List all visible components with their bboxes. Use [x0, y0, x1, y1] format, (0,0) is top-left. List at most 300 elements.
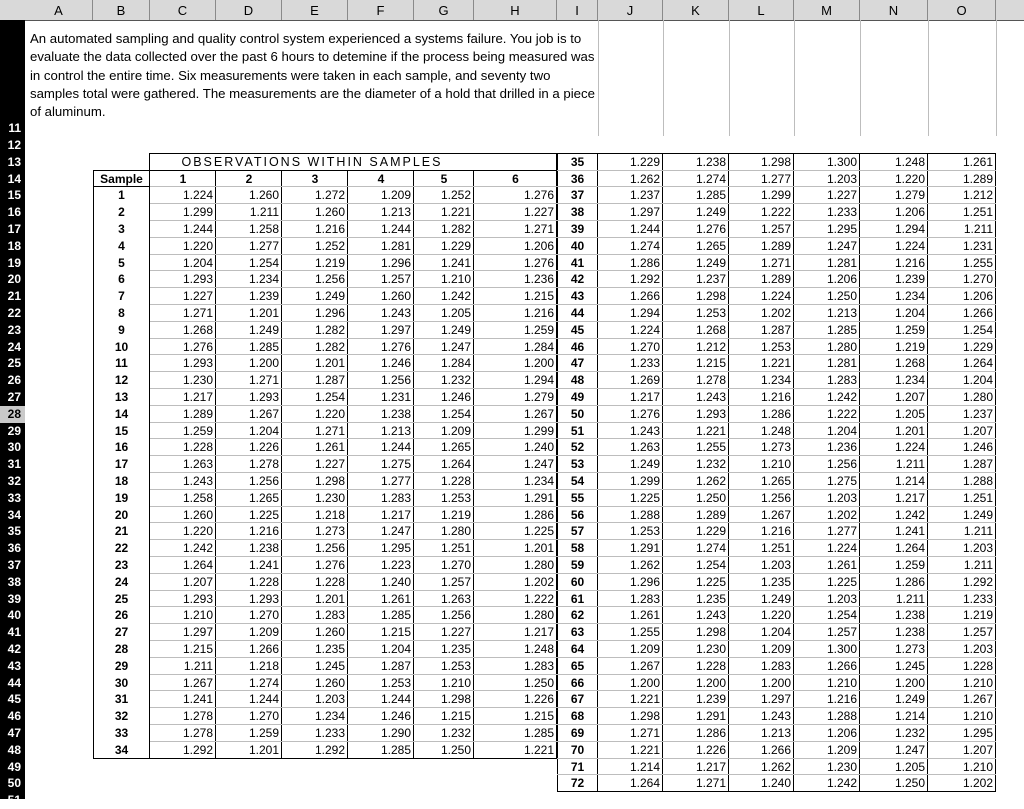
sample-number: 62: [570, 608, 585, 623]
column-header-a[interactable]: A: [25, 0, 93, 20]
measurement-cell: 1.207: [182, 574, 213, 589]
measurement-cell: 1.283: [826, 373, 857, 388]
row-gridline: [150, 338, 557, 339]
measurement-cell: 1.221: [695, 423, 726, 438]
measurement-cell: 1.214: [894, 709, 925, 724]
row-gridline: [557, 354, 996, 355]
row-header-42[interactable]: 42: [7, 642, 21, 656]
measurement-cell: 1.228: [314, 574, 345, 589]
measurement-cell: 1.292: [314, 742, 345, 757]
measurement-cell: 1.226: [248, 440, 279, 455]
sample-number: 63: [570, 625, 585, 640]
measurement-cell: 1.211: [895, 457, 925, 472]
measurement-cell: 1.219: [962, 608, 993, 623]
measurement-cell: 1.286: [523, 507, 554, 522]
row-header-22[interactable]: 22: [7, 306, 21, 320]
row-gridline: [557, 707, 996, 708]
row-gridline: [557, 254, 996, 255]
problem-description: An automated sampling and quality control system experienced a systems failure. You job is to evaluate the data collected over the past 6 hours to detemine if the process being measured was in control the entire time. Six measurements were taken in each sample, and seventy two samples total were gathered. The measurements are the diameter of a hold that drilled in a piece of aluminum.: [30, 31, 595, 120]
sample-number: 47: [570, 356, 585, 371]
sample-number: 19: [114, 490, 129, 505]
measurement-cell: 1.246: [380, 356, 411, 371]
sample-number: 58: [570, 541, 585, 556]
row-gridline: [557, 203, 996, 204]
sample-number: 20: [114, 507, 129, 522]
row-header-44[interactable]: 44: [7, 675, 21, 690]
row-gridline: [150, 321, 557, 322]
table-border: [557, 791, 996, 792]
row-header-48[interactable]: 48: [7, 742, 21, 757]
measurement-cell: 1.288: [629, 507, 660, 522]
measurement-cell: 1.298: [629, 709, 660, 724]
column-header-h[interactable]: H: [474, 0, 557, 20]
sample-number: 41: [570, 255, 585, 270]
measurement-cell: 1.253: [695, 306, 726, 320]
measurement-cell: 1.209: [629, 642, 660, 656]
measurement-cell: 1.200: [629, 675, 660, 690]
measurement-cell: 1.264: [182, 558, 213, 572]
measurement-cell: 1.221: [523, 742, 554, 757]
measurement-cell: 1.234: [894, 289, 925, 304]
measurement-cell: 1.274: [695, 541, 726, 556]
measurement-cell: 1.243: [695, 608, 726, 623]
measurement-cell: 1.210: [440, 675, 471, 690]
row-gridline: [557, 422, 996, 423]
column-header-g[interactable]: G: [414, 0, 474, 20]
sample-number: 66: [570, 675, 585, 690]
measurement-cell: 1.243: [629, 423, 660, 438]
measurement-cell: 1.232: [440, 373, 471, 388]
measurement-cell: 1.251: [962, 205, 993, 220]
measurement-cell: 1.293: [182, 356, 213, 371]
measurement-cell: 1.249: [248, 322, 279, 337]
measurement-cell: 1.221: [440, 205, 471, 220]
measurement-cell: 1.248: [894, 154, 925, 169]
measurement-cell: 1.240: [760, 776, 791, 791]
row-header-47[interactable]: 47: [7, 726, 21, 740]
measurement-cell: 1.235: [760, 574, 791, 589]
sample-number: 72: [570, 776, 585, 791]
measurement-cell: 1.234: [314, 709, 345, 724]
measurement-cell: 1.224: [826, 541, 857, 556]
measurement-cell: 1.210: [440, 272, 471, 287]
measurement-cell: 1.209: [440, 423, 471, 438]
measurement-cell: 1.271: [695, 776, 726, 791]
row-gridline: [557, 573, 996, 574]
measurement-cell: 1.216: [760, 524, 791, 539]
measurement-cell: 1.294: [523, 373, 554, 388]
measurement-cell: 1.211: [895, 591, 925, 606]
measurement-cell: 1.270: [629, 339, 660, 354]
measurement-cell: 1.224: [760, 289, 791, 304]
sample-number: 16: [114, 440, 129, 455]
gridline-vertical: [860, 20, 861, 136]
sample-number: 9: [118, 322, 125, 337]
measurement-cell: 1.265: [248, 490, 279, 505]
measurement-cell: 1.277: [380, 474, 411, 488]
measurement-cell: 1.246: [380, 709, 411, 724]
sample-number: 59: [570, 558, 585, 572]
measurement-cell: 1.287: [760, 322, 791, 337]
row-gridline: [150, 489, 557, 490]
row-header-34[interactable]: 34: [7, 507, 21, 522]
row-header-14[interactable]: 14: [7, 171, 21, 186]
measurement-cell: 1.263: [440, 591, 471, 606]
measurement-cell: 1.229: [695, 524, 726, 539]
measurement-cell: 1.203: [962, 642, 993, 656]
column-header-n[interactable]: N: [860, 0, 928, 20]
sample-number: 23: [114, 558, 129, 572]
measurement-cell: 1.249: [894, 692, 925, 707]
row-header-30[interactable]: 30: [7, 440, 21, 455]
measurement-cell: 1.234: [760, 373, 791, 388]
measurement-cell: 1.293: [248, 591, 279, 606]
column-header-o[interactable]: O: [928, 0, 996, 20]
measurement-cell: 1.230: [182, 373, 213, 388]
measurement-cell: 1.221: [760, 356, 791, 371]
column-header-f[interactable]: F: [348, 0, 414, 20]
measurement-cell: 1.267: [182, 675, 213, 690]
measurement-cell: 1.283: [380, 490, 411, 505]
measurement-cell: 1.271: [248, 373, 279, 388]
row-header-33[interactable]: 33: [7, 490, 21, 505]
measurement-cell: 1.276: [695, 222, 726, 236]
measurement-cell: 1.253: [629, 524, 660, 539]
column-header-j[interactable]: J: [598, 0, 663, 20]
gridline-vertical: [794, 20, 795, 136]
measurement-cell: 1.257: [826, 625, 857, 640]
measurement-cell: 1.250: [894, 776, 925, 791]
measurement-cell: 1.243: [760, 709, 791, 724]
measurement-cell: 1.241: [894, 524, 925, 539]
row-header-13[interactable]: 13: [7, 154, 21, 169]
sample-number: 43: [570, 289, 585, 304]
measurement-cell: 1.230: [314, 490, 345, 505]
measurement-cell: 1.271: [760, 255, 791, 270]
row-gridline: [557, 690, 996, 691]
sample-number: 54: [570, 474, 585, 488]
measurement-cell: 1.287: [314, 373, 345, 388]
row-header-25[interactable]: 25: [7, 356, 21, 371]
measurement-cell: 1.278: [695, 373, 726, 388]
measurement-cell: 1.279: [894, 188, 925, 203]
measurement-cell: 1.262: [629, 171, 660, 186]
row-header-28[interactable]: 28: [0, 406, 25, 423]
measurement-cell: 1.210: [760, 457, 791, 472]
measurement-cell: 1.286: [695, 726, 726, 740]
measurement-cell: 1.225: [826, 574, 857, 589]
measurement-cell: 1.213: [380, 423, 411, 438]
row-header-46[interactable]: 46: [7, 709, 21, 724]
measurement-cell: 1.268: [182, 322, 213, 337]
measurement-cell: 1.282: [314, 339, 345, 354]
row-header-37[interactable]: 37: [7, 558, 21, 572]
sample-number: 51: [570, 423, 585, 438]
measurement-cell: 1.273: [314, 524, 345, 539]
measurement-cell: 1.219: [314, 255, 345, 270]
measurement-cell: 1.201: [248, 742, 279, 757]
table-border: [93, 170, 557, 171]
measurement-cell: 1.233: [629, 356, 660, 371]
measurement-cell: 1.244: [380, 692, 411, 707]
select-all-corner[interactable]: [0, 0, 25, 20]
row-gridline: [150, 270, 557, 271]
sample-number: 12: [114, 373, 129, 388]
measurement-cell: 1.286: [760, 406, 791, 421]
column-header-d[interactable]: D: [216, 0, 282, 20]
measurement-cell: 1.257: [962, 625, 993, 640]
measurement-cell: 1.300: [826, 154, 857, 169]
measurement-cell: 1.277: [826, 524, 857, 539]
measurement-cell: 1.288: [962, 474, 993, 488]
column-header-l[interactable]: L: [729, 0, 794, 20]
measurement-cell: 1.249: [314, 289, 345, 304]
column-header-m[interactable]: M: [794, 0, 860, 20]
measurement-cell: 1.264: [440, 457, 471, 472]
measurement-cell: 1.298: [440, 692, 471, 707]
measurement-cell: 1.266: [962, 306, 993, 320]
measurement-cell: 1.239: [695, 692, 726, 707]
row-header-17[interactable]: 17: [7, 222, 21, 236]
row-header-27[interactable]: 27: [7, 390, 21, 404]
measurement-cell: 1.281: [826, 255, 857, 270]
measurement-cell: 1.220: [760, 608, 791, 623]
measurement-cell: 1.280: [440, 524, 471, 539]
measurement-cell: 1.262: [629, 558, 660, 572]
row-gridline: [150, 623, 557, 624]
row-header-40[interactable]: 40: [7, 608, 21, 623]
measurement-cell: 1.207: [962, 423, 993, 438]
measurement-cell: 1.268: [894, 356, 925, 371]
row-header-38[interactable]: 38: [7, 574, 21, 589]
measurement-cell: 1.247: [826, 238, 857, 253]
measurement-cell: 1.211: [963, 222, 993, 236]
measurement-cell: 1.265: [760, 474, 791, 488]
measurement-cell: 1.278: [182, 709, 213, 724]
measurement-cell: 1.240: [523, 440, 554, 455]
measurement-cell: 1.201: [523, 541, 554, 556]
row-header-15[interactable]: 15: [7, 188, 21, 203]
sample-number: 5: [118, 255, 125, 270]
measurement-cell: 1.230: [826, 759, 857, 774]
row-header-12[interactable]: 12: [7, 138, 21, 152]
measurement-cell: 1.267: [248, 406, 279, 421]
measurement-cell: 1.206: [523, 238, 554, 253]
measurement-cell: 1.216: [760, 390, 791, 404]
measurement-cell: 1.202: [760, 306, 791, 320]
sample-number: 14: [114, 406, 129, 421]
measurement-cell: 1.247: [894, 742, 925, 757]
measurement-cell: 1.239: [248, 289, 279, 304]
measurement-cell: 1.256: [826, 457, 857, 472]
measurement-cell: 1.238: [894, 608, 925, 623]
row-gridline: [557, 237, 996, 238]
measurement-cell: 1.295: [380, 541, 411, 556]
column-header-e[interactable]: E: [282, 0, 348, 20]
row-gridline: [557, 506, 996, 507]
measurement-cell: 1.285: [826, 322, 857, 337]
measurement-cell: 1.254: [248, 255, 279, 270]
column-header-c[interactable]: C: [150, 0, 216, 20]
row-header-36[interactable]: 36: [7, 541, 21, 556]
measurement-cell: 1.280: [962, 390, 993, 404]
measurement-cell: 1.249: [760, 591, 791, 606]
measurement-cell: 1.289: [962, 171, 993, 186]
measurement-cell: 1.202: [523, 574, 554, 589]
row-gridline: [557, 590, 996, 591]
row-header-51[interactable]: 51: [7, 793, 21, 808]
measurement-cell: 1.233: [826, 205, 857, 220]
row-gridline: [150, 186, 557, 187]
measurement-cell: 1.200: [760, 675, 791, 690]
measurement-cell: 1.240: [380, 574, 411, 589]
row-header-18[interactable]: 18: [7, 238, 21, 253]
measurement-cell: 1.276: [523, 188, 554, 203]
row-gridline: [557, 556, 996, 557]
measurement-cell: 1.275: [826, 474, 857, 488]
sample-number: 40: [570, 238, 585, 253]
measurement-cell: 1.281: [826, 356, 857, 371]
measurement-cell: 1.239: [894, 272, 925, 287]
measurement-cell: 1.250: [440, 742, 471, 757]
row-header-39[interactable]: 39: [7, 591, 21, 606]
row-header-41[interactable]: 41: [7, 625, 21, 640]
row-header-50[interactable]: 50: [7, 776, 21, 791]
row-header-31[interactable]: 31: [7, 457, 21, 472]
measurement-cell: 1.289: [695, 507, 726, 522]
row-header-49[interactable]: 49: [7, 759, 21, 774]
row-header-21[interactable]: 21: [7, 289, 21, 304]
measurement-cell: 1.227: [523, 205, 554, 220]
row-header-19[interactable]: 19: [7, 255, 21, 270]
measurement-cell: 1.229: [440, 238, 471, 253]
row-gridline: [557, 489, 996, 490]
measurement-cell: 1.243: [380, 306, 411, 320]
row-gridline: [557, 657, 996, 658]
measurement-cell: 1.220: [182, 524, 213, 539]
row-header-bar: [0, 20, 25, 808]
measurement-cell: 1.270: [440, 558, 471, 572]
observation-header-1: 1: [179, 171, 187, 186]
measurement-cell: 1.201: [314, 591, 345, 606]
measurement-cell: 1.253: [380, 675, 411, 690]
sample-number: 42: [570, 272, 585, 287]
measurement-cell: 1.260: [314, 625, 345, 640]
measurement-cell: 1.224: [182, 188, 213, 203]
sample-number: 56: [570, 507, 585, 522]
sample-number: 30: [114, 675, 129, 690]
measurement-cell: 1.225: [523, 524, 554, 539]
measurement-cell: 1.216: [523, 306, 554, 320]
measurement-cell: 1.237: [695, 272, 726, 287]
measurement-cell: 1.209: [380, 188, 411, 203]
row-header-29[interactable]: 29: [7, 423, 21, 438]
measurement-cell: 1.261: [380, 591, 411, 606]
measurement-cell: 1.225: [695, 574, 726, 589]
row-header-26[interactable]: 26: [7, 373, 21, 388]
measurement-cell: 1.213: [760, 726, 791, 740]
row-header-11[interactable]: 11: [8, 121, 21, 135]
measurement-cell: 1.200: [695, 675, 726, 690]
measurement-cell: 1.201: [248, 306, 279, 320]
row-header-16[interactable]: 16: [7, 205, 21, 220]
measurement-cell: 1.291: [629, 541, 660, 556]
measurement-cell: 1.246: [440, 390, 471, 404]
measurement-cell: 1.216: [826, 692, 857, 707]
table-border: [413, 170, 414, 758]
measurement-cell: 1.259: [894, 558, 925, 572]
measurement-cell: 1.297: [760, 692, 791, 707]
sample-number: 48: [570, 373, 585, 388]
measurement-cell: 1.214: [894, 474, 925, 488]
measurement-cell: 1.228: [182, 440, 213, 455]
measurement-cell: 1.220: [182, 238, 213, 253]
measurement-cell: 1.200: [894, 675, 925, 690]
measurement-cell: 1.297: [182, 625, 213, 640]
measurement-cell: 1.294: [894, 222, 925, 236]
sample-number: 52: [570, 440, 585, 455]
row-gridline: [150, 220, 557, 221]
column-header-k[interactable]: K: [663, 0, 729, 20]
measurement-cell: 1.253: [440, 490, 471, 505]
column-header-b[interactable]: B: [93, 0, 150, 20]
row-header-32[interactable]: 32: [7, 474, 21, 488]
measurement-cell: 1.228: [962, 658, 993, 673]
column-header-i[interactable]: I: [557, 0, 598, 20]
row-header-20[interactable]: 20: [7, 272, 21, 287]
sample-number: 70: [570, 742, 585, 757]
measurement-cell: 1.215: [380, 625, 411, 640]
measurement-cell: 1.218: [248, 658, 279, 673]
table-border: [150, 153, 557, 154]
observation-header-2: 2: [245, 171, 253, 186]
sample-number: 29: [114, 658, 129, 673]
measurement-cell: 1.297: [629, 205, 660, 220]
measurement-cell: 1.300: [826, 642, 857, 656]
measurement-cell: 1.224: [894, 238, 925, 253]
row-gridline: [150, 707, 557, 708]
measurement-cell: 1.277: [248, 238, 279, 253]
measurement-cell: 1.217: [894, 490, 925, 505]
sample-number: 38: [570, 205, 585, 220]
measurement-cell: 1.211: [249, 205, 279, 220]
row-gridline: [150, 506, 557, 507]
measurement-cell: 1.249: [695, 255, 726, 270]
measurement-cell: 1.228: [695, 658, 726, 673]
measurement-cell: 1.228: [248, 574, 279, 589]
sample-number: 6: [118, 272, 125, 287]
row-header-43[interactable]: 43: [7, 658, 21, 673]
row-header-45[interactable]: 45: [7, 692, 21, 707]
row-gridline: [150, 556, 557, 557]
measurement-cell: 1.253: [760, 339, 791, 354]
row-header-23[interactable]: 23: [7, 322, 21, 337]
sample-column-header: Sample: [100, 171, 143, 186]
row-header-24[interactable]: 24: [7, 339, 21, 354]
measurement-cell: 1.283: [760, 658, 791, 673]
measurement-cell: 1.205: [440, 306, 471, 320]
row-gridline: [557, 321, 996, 322]
measurement-cell: 1.285: [523, 726, 554, 740]
measurement-cell: 1.215: [523, 289, 554, 304]
measurement-cell: 1.238: [248, 541, 279, 556]
row-header-35[interactable]: 35: [7, 524, 21, 539]
measurement-cell: 1.217: [695, 759, 726, 774]
measurement-cell: 1.251: [962, 490, 993, 505]
measurement-cell: 1.299: [182, 205, 213, 220]
measurement-cell: 1.253: [440, 658, 471, 673]
measurement-cell: 1.243: [695, 390, 726, 404]
